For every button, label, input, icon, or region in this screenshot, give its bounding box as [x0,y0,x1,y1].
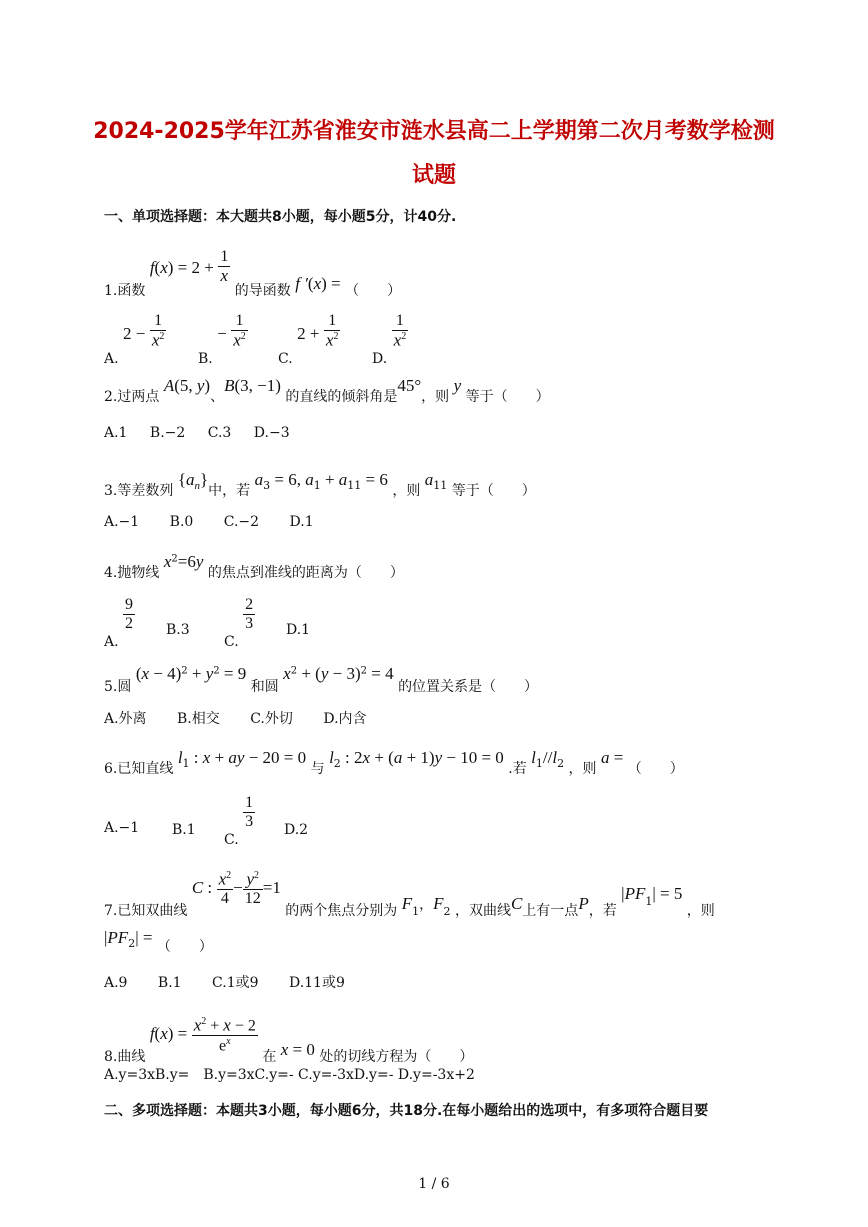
question-2: 2.过两点 A(5, y)、B(3, −1) 的直线的倾斜角是45°，则 y 等于（ ） [104,376,550,405]
question-5: 5.圆 $(x - 4)^2 + y^2 = 9$ 和圆 $x^2 + (y - 3)^2 = 4$ 的位置关系是（ ） [104,664,539,695]
q5-options: A.外离 B.相交 C.外切 D.内含 [104,711,367,727]
q8-options: A.y=3xB.y= B.y=3xC.y=- C.y=-3xD.y=- D.y=-3x+2 [104,1067,475,1083]
q6-option-d: D.2 [284,822,309,838]
q4-option-a: A. $\frac{9}{2}$ [104,596,134,651]
question-8: 8.曲线 f(x) = $\frac{x^2 + x - 2}{e^x}$ 在 x = 0 处的切线方程为（ ） [104,1015,474,1066]
page-number: 1 / 6 [418,1176,450,1192]
q4-option-b: B.3 [166,622,190,638]
q1-derivative: f ′ [295,273,308,293]
document-title-line-2: 试题 [411,163,456,188]
q1-option-d: D. $\frac{1}{x^2}$ [372,312,407,367]
question-3: 3.等差数列 $\{a_n\}$中，若 $a_3 = 6$, $a_1 + a_{11} = 6$ ，则 $a_{11}$ 等于（ ） [104,470,536,499]
q1-function-formula: f [149,257,155,277]
question-6: 6.已知直线 $l_1$ : x + ay − 20 = 0 与 $l_2$ : 2x + (a + 1)y − 10 = 0 .若 $l_1//l_2$ ，则 a = （ ） [104,748,684,777]
q4-option-d: D.1 [286,622,311,638]
q6-option-a: A.−1 [104,820,140,836]
q6-option-b: B.1 [172,822,196,838]
q6-option-c: C. $\frac{1}{3}$ [224,794,254,849]
document-title-line-1: 2024-2025学年江苏省淮安市涟水县高二上学期第二次月考数学检测 [93,119,775,144]
q1-option-a: A. 2 − $\frac{1}{x^2}$ [104,312,165,367]
q1-option-c: C. 2 + $\frac{1}{x^2}$ [278,312,339,367]
question-1: 1.函数 f(x) = 2 + $\frac{1}{x}$ 的导函数 f ′(x) = （ ） [104,248,402,299]
q1-fraction: $\frac{1}{x}$ [220,248,229,285]
section-1-heading: 一、单项选择题：本大题共8小题，每小题5分，计40分. [104,209,457,225]
q4-option-c: C. $\frac{2}{3}$ [224,596,254,651]
q1-option-b: B. − $\frac{1}{x^2}$ [198,312,246,367]
question-4: 4.抛物线 $x^2=6y$ 的焦点到准线的距离为（ ） [104,552,404,581]
question-7: 7.已知双曲线 C : $\frac{x^2}{4}$ − $\frac{y^2}{12}$ =1 的两个焦点分别为 $F_1$，$F_2$ ，双曲线C上有一点P，若 $|PF_1| = 5$ ，则 [104,869,715,919]
q2-options: A.1 B.−2 C.3 D.−3 [104,425,290,441]
q7-options: A.9 B.1 C.1或9 D.11或9 [104,975,345,991]
section-2-heading: 二、多项选择题：本题共3小题，每小题6分，共18分.在每小题给出的选项中，有多项符合题目要 [104,1103,709,1119]
question-7-continued: $|PF_2|$ = （ ） [104,928,213,955]
q3-options: A.−1 B.0 C.−2 D.1 [104,514,314,530]
